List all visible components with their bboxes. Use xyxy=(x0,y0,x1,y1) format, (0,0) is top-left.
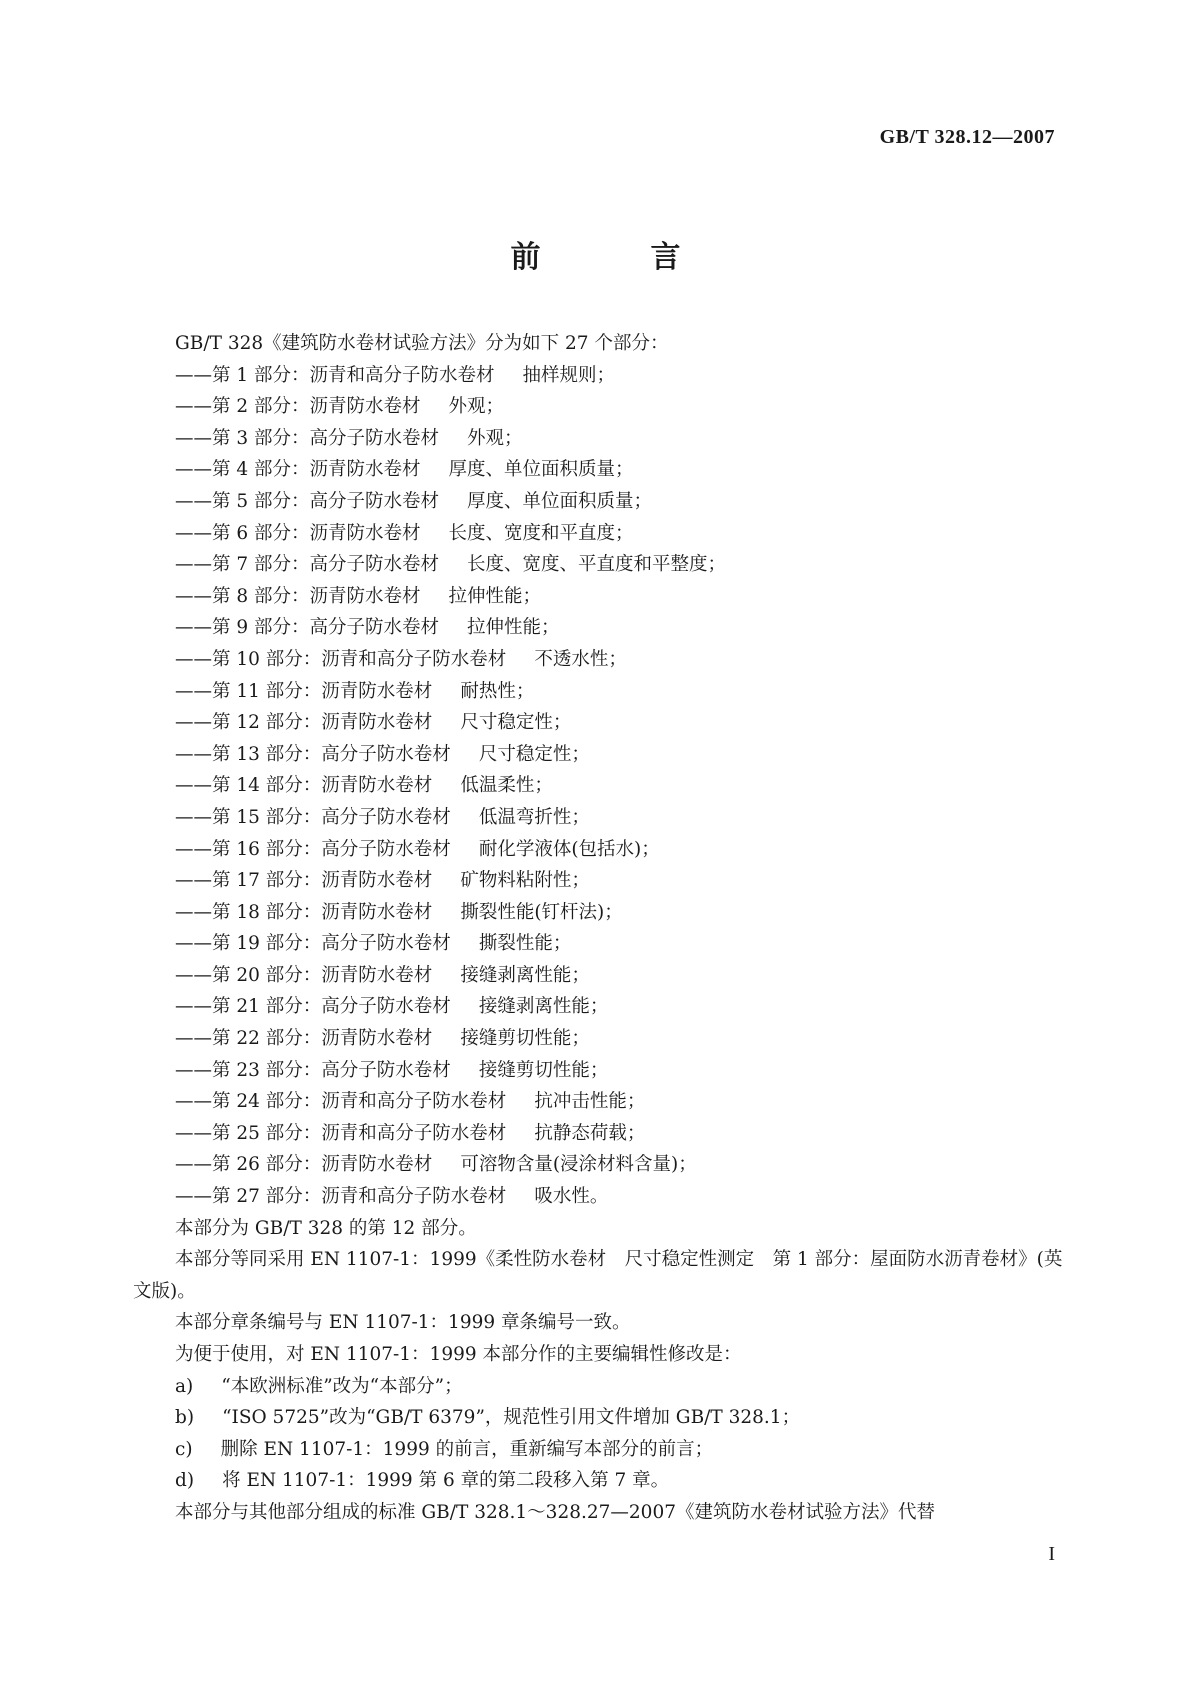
part-of-paragraph: 本部分为 GB/T 328 的第 12 部分。 xyxy=(175,1217,477,1239)
part-topic: 接缝剪切性能； xyxy=(460,1028,590,1050)
part-label: ——第 6 部分：沥青防水卷材 xyxy=(175,522,421,544)
list-item xyxy=(133,1434,1063,1466)
part-label: ——第 19 部分：高分子防水卷材 xyxy=(175,933,451,955)
part-label: ——第 9 部分：高分子防水卷材 xyxy=(175,617,440,639)
list-item xyxy=(133,486,1063,518)
foreword-body xyxy=(133,328,1063,1529)
list-item xyxy=(133,1118,1063,1150)
part-topic: 接缝剥离性能； xyxy=(460,964,590,986)
part-label: ——第 7 部分：高分子防水卷材 xyxy=(175,554,440,576)
part-label: ——第 11 部分：沥青防水卷材 xyxy=(175,680,433,702)
part-label: ——第 17 部分：沥青防水卷材 xyxy=(175,870,433,892)
part-label: ——第 27 部分：沥青和高分子防水卷材 xyxy=(175,1186,507,1208)
part-label: ——第 2 部分：沥青防水卷材 xyxy=(175,396,421,418)
part-label: ——第 8 部分：沥青防水卷材 xyxy=(175,585,421,607)
part-label: ——第 16 部分：高分子防水卷材 xyxy=(175,838,451,860)
part-label: ——第 1 部分：沥青和高分子防水卷材 xyxy=(175,364,495,386)
part-topic: 接缝剪切性能； xyxy=(478,1059,609,1081)
list-item xyxy=(133,739,1063,771)
part-label: ——第 23 部分：高分子防水卷材 xyxy=(175,1059,451,1081)
part-label: ——第 15 部分：高分子防水卷材 xyxy=(175,806,451,828)
part-label: ——第 13 部分：高分子防水卷材 xyxy=(175,743,451,765)
part-topic: 拉伸性能； xyxy=(448,585,542,607)
part-topic: 外观； xyxy=(467,427,523,449)
changes-list xyxy=(133,1371,1063,1497)
list-item xyxy=(133,991,1063,1023)
standard-code: GB/T 328.12—2007 xyxy=(879,126,1055,148)
part-label: ——第 12 部分：沥青防水卷材 xyxy=(175,712,433,734)
part-topic: 吸水性。 xyxy=(534,1186,609,1208)
item-marker: b) xyxy=(175,1407,195,1429)
part-topic: 拉伸性能； xyxy=(467,617,560,639)
part-topic: 抗冲击性能； xyxy=(534,1091,646,1113)
part-topic: 低温弯折性； xyxy=(478,806,590,828)
part-topic: 长度、宽度、平直度和平整度； xyxy=(467,554,727,576)
list-item xyxy=(133,454,1063,486)
list-item xyxy=(133,1149,1063,1181)
page-title: 前 言 xyxy=(510,240,721,275)
list-item xyxy=(133,676,1063,708)
parts-list xyxy=(133,360,1063,1213)
list-item xyxy=(133,802,1063,834)
list-item xyxy=(133,1402,1063,1434)
list-item xyxy=(133,1465,1063,1497)
list-item xyxy=(133,928,1063,960)
part-topic: 撕裂性能(钉杆法)； xyxy=(460,901,623,923)
item-text: 删除 EN 1107-1：1999 的前言，重新编写本部分的前言； xyxy=(220,1438,714,1460)
list-item xyxy=(133,1055,1063,1087)
part-label: ——第 4 部分：沥青防水卷材 xyxy=(175,459,421,481)
part-topic: 撕裂性能； xyxy=(478,933,572,955)
numbering-paragraph: 本部分章条编号与 EN 1107-1：1999 章条编号一致。 xyxy=(175,1312,631,1334)
part-topic: 尺寸稳定性； xyxy=(478,743,590,765)
list-item xyxy=(133,391,1063,423)
changes-intro-paragraph: 为便于使用，对 EN 1107-1：1999 本部分作的主要编辑性修改是： xyxy=(175,1344,742,1365)
list-item xyxy=(133,644,1063,676)
part-topic: 可溶物含量(浸涂材料含量)； xyxy=(460,1154,697,1176)
item-marker: d) xyxy=(175,1470,195,1492)
item-text: 将 EN 1107-1：1999 第 6 章的第二段移入第 7 章。 xyxy=(222,1470,670,1492)
list-item xyxy=(133,834,1063,866)
part-label: ——第 10 部分：沥青和高分子防水卷材 xyxy=(175,648,507,670)
part-topic: 耐化学液体(包括水)； xyxy=(478,838,660,860)
part-label: ——第 26 部分：沥青防水卷材 xyxy=(175,1154,433,1176)
part-topic: 不透水性； xyxy=(534,648,627,670)
part-topic: 低温柔性； xyxy=(460,775,553,797)
part-label: ——第 24 部分：沥青和高分子防水卷材 xyxy=(175,1091,507,1113)
list-item xyxy=(133,897,1063,929)
part-topic: 尺寸稳定性； xyxy=(460,712,572,734)
list-item xyxy=(133,865,1063,897)
part-label: ——第 21 部分：高分子防水卷材 xyxy=(175,996,451,1018)
list-item xyxy=(133,1371,1063,1403)
list-item xyxy=(133,581,1063,613)
list-item xyxy=(133,1023,1063,1055)
list-item xyxy=(133,360,1063,392)
item-text: “本欧洲标准”改为“本部分”； xyxy=(221,1375,463,1397)
intro-paragraph: GB/T 328《建筑防水卷材试验方法》分为如下 27 个部分： xyxy=(175,333,669,354)
list-item xyxy=(133,518,1063,550)
part-topic: 矿物料粘附性； xyxy=(460,870,590,892)
item-text: “ISO 5725”改为“GB/T 6379”，规范性引用文件增加 GB/T 328.1； xyxy=(222,1407,801,1429)
part-label: ——第 18 部分：沥青防水卷材 xyxy=(175,901,433,923)
list-item xyxy=(133,1181,1063,1213)
part-topic: 抗静态荷载； xyxy=(534,1122,646,1144)
part-topic: 接缝剥离性能； xyxy=(478,996,609,1018)
item-marker: a) xyxy=(175,1375,194,1397)
part-label: ——第 3 部分：高分子防水卷材 xyxy=(175,427,440,449)
part-label: ——第 20 部分：沥青防水卷材 xyxy=(175,964,433,986)
list-item xyxy=(133,707,1063,739)
part-label: ——第 22 部分：沥青防水卷材 xyxy=(175,1028,433,1050)
part-label: ——第 5 部分：高分子防水卷材 xyxy=(175,490,440,512)
list-item xyxy=(133,549,1063,581)
list-item xyxy=(133,423,1063,455)
part-label: ——第 25 部分：沥青和高分子防水卷材 xyxy=(175,1122,507,1144)
list-item xyxy=(133,770,1063,802)
list-item xyxy=(133,1086,1063,1118)
part-topic: 厚度、单位面积质量； xyxy=(448,459,634,481)
item-marker: c) xyxy=(175,1438,193,1460)
page-number: I xyxy=(1048,1543,1055,1565)
list-item xyxy=(133,612,1063,644)
part-topic: 抽样规则； xyxy=(522,364,616,386)
part-topic: 厚度、单位面积质量； xyxy=(467,490,653,512)
part-topic: 耐热性； xyxy=(460,680,535,702)
part-topic: 外观； xyxy=(448,396,505,418)
list-item xyxy=(133,960,1063,992)
replaces-paragraph: 本部分与其他部分组成的标准 GB/T 328.1～328.27—2007《建筑防水卷材试验方法》代替 xyxy=(175,1501,935,1523)
part-topic: 长度、宽度和平直度； xyxy=(448,522,634,544)
part-label: ——第 14 部分：沥青防水卷材 xyxy=(175,775,433,797)
adoption-paragraph: 本部分等同采用 EN 1107-1：1999《柔性防水卷材 尺寸稳定性测定 第 1 部分：屋面防水沥青卷材》(英文版)。 xyxy=(133,1249,1063,1302)
